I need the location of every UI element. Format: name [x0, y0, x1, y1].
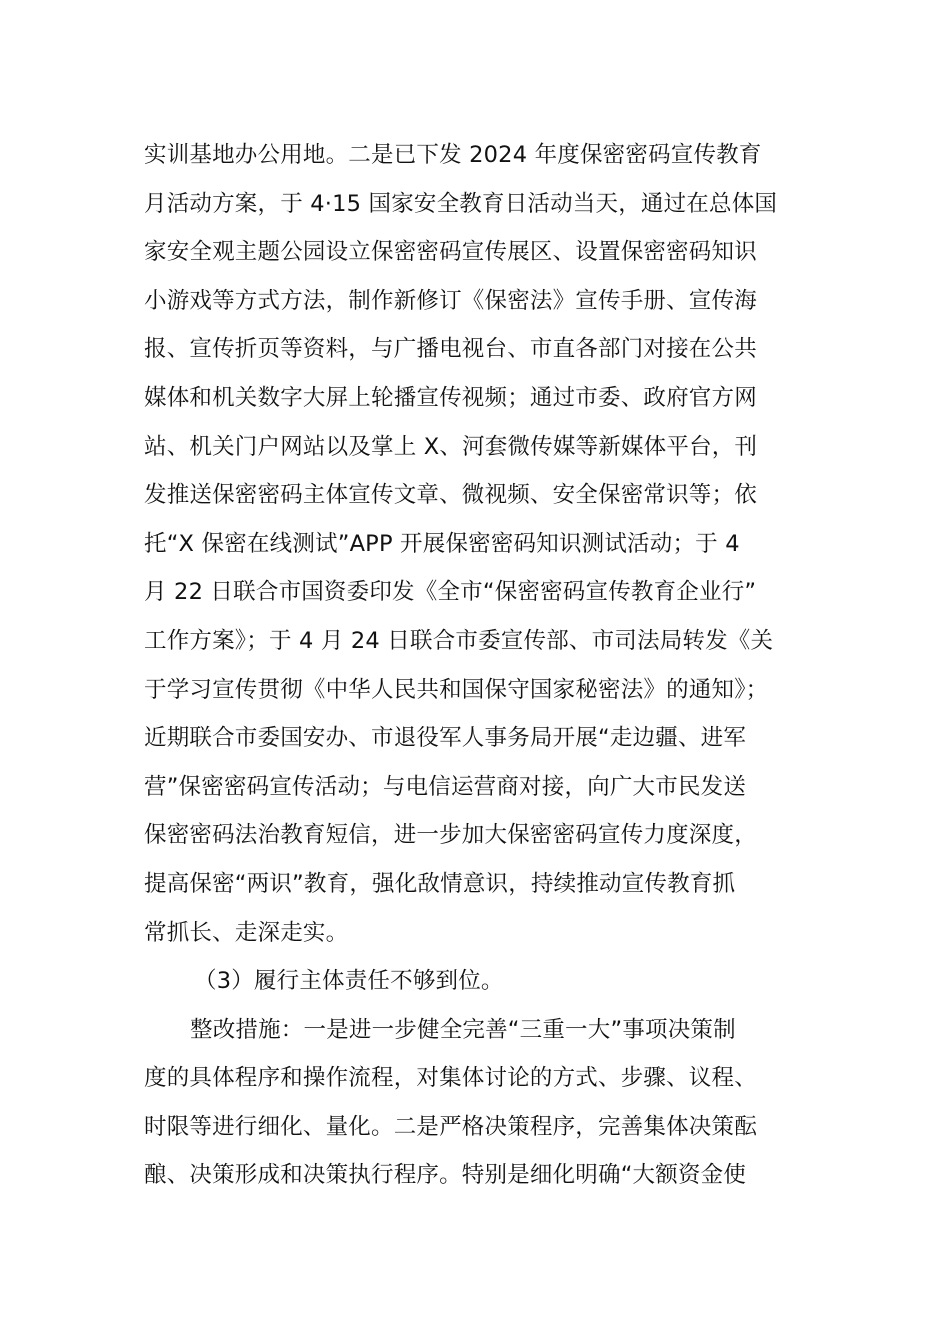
text-line: 月活动方案，于 4·15 国家安全教育日活动当天，通过在总体国 [144, 190, 778, 217]
body-text [144, 131, 824, 1200]
text-line: 小游戏等方式方法，制作新修订《保密法》宣传手册、宣传海 [144, 287, 757, 314]
text-line: 报、宣传折页等资料，与广播电视台、市直各部门对接在公共 [144, 336, 757, 363]
text-line: 于学习宣传贯彻《中华人民共和国保守国家秘密法》的通知》； [144, 676, 769, 703]
text-line: 家安全观主题公园设立保密密码宣传展区、设置保密密码知识 [144, 239, 757, 266]
text-line: 提高保密“两识”教育，强化敌情意识，持续推动宣传教育抓 [144, 870, 736, 897]
text-line: 站、机关门户网站以及掌上 X、河套微传媒等新媒体平台，刊 [144, 433, 758, 460]
text-line: 保密密码法治教育短信，进一步加大保密密码宣传力度深度， [144, 822, 757, 849]
text-line: 发推送保密密码主体宣传文章、微视频、安全保密常识等；依 [144, 482, 757, 509]
text-line: 时限等进行细化、量化。二是严格决策程序，完善集体决策酝 [144, 1113, 757, 1140]
text-line: 营”保密密码宣传活动；与电信运营商对接，向广大市民发送 [144, 773, 747, 800]
text-line: 酿、决策形成和决策执行程序。特别是细化明确“大额资金使 [144, 1162, 747, 1189]
text-line: 整改措施：一是进一步健全完善“三重一大”事项决策制 [190, 1016, 736, 1043]
text-line: 近期联合市委国安办、市退役军人事务局开展“走边疆、进军 [144, 725, 747, 752]
text-line: 实训基地办公用地。二是已下发 2024 年度保密密码宣传教育 [144, 142, 762, 168]
text-line: 媒体和机关数字大屏上轮播宣传视频；通过市委、政府官方网 [144, 384, 757, 411]
text-line: 度的具体程序和操作流程，对集体讨论的方式、步骤、议程、 [144, 1065, 757, 1092]
text-line: 月 22 日联合市国资委印发《全市“保密密码宣传教育企业行” [144, 579, 757, 606]
text-line: 常抓长、走深走实。 [144, 919, 349, 946]
text-line: 托“X 保密在线测试”APP 开展保密密码知识测试活动；于 4 [144, 530, 740, 557]
section-heading: （3）履行主体责任不够到位。 [194, 968, 504, 995]
text-line: 工作方案》；于 4 月 24 日联合市委宣传部、市司法局转发《关 [144, 627, 774, 654]
